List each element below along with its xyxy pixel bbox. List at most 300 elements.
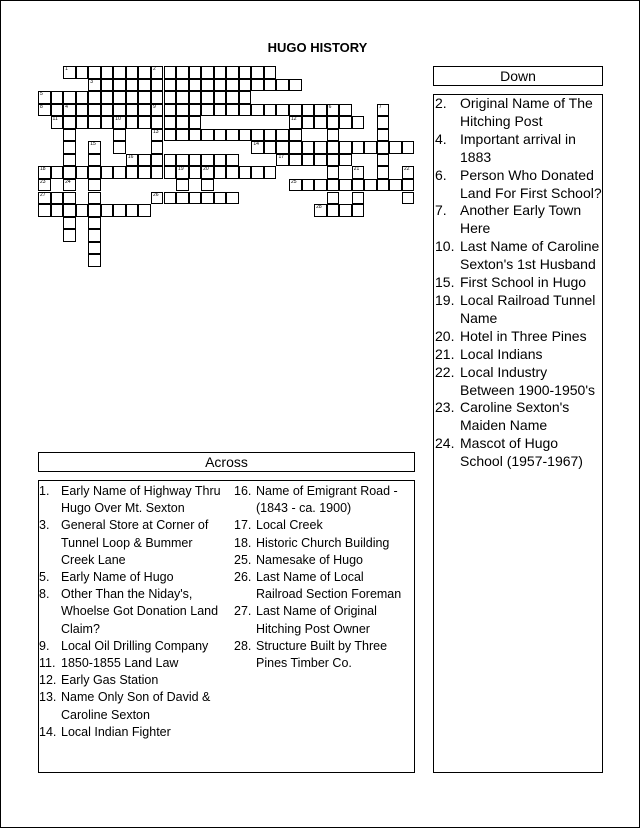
grid-cell[interactable] [201, 79, 214, 92]
grid-cell[interactable] [214, 66, 227, 79]
grid-cell[interactable] [88, 242, 101, 255]
grid-cell[interactable] [251, 141, 264, 154]
grid-cell[interactable] [264, 129, 277, 142]
grid-cell[interactable] [352, 141, 365, 154]
grid-cell[interactable] [239, 66, 252, 79]
grid-cell[interactable] [276, 79, 289, 92]
down-heading: Down [433, 66, 603, 86]
grid-cell[interactable] [113, 104, 126, 117]
grid-cell[interactable] [126, 104, 139, 117]
clue-item [39, 655, 229, 672]
grid-cell[interactable] [113, 141, 126, 154]
grid-cell[interactable] [88, 116, 101, 129]
clue-number: 9. [39, 638, 50, 653]
clue-text: Local Railroad Tunnel Name [460, 291, 596, 326]
clue-text: Name of Emigrant Road -(1843 - ca. 1900) [256, 484, 398, 516]
clue-number: 13. [39, 690, 57, 705]
grid-cell[interactable] [189, 116, 202, 129]
clue-text: Last Name of Original Hitching Post Owner [256, 604, 377, 636]
grid-cell[interactable] [151, 141, 164, 154]
grid-cell[interactable] [113, 91, 126, 104]
grid-cell[interactable] [264, 104, 277, 117]
clue-text: 1850-1855 Land Law [61, 656, 179, 671]
clue-item [435, 435, 603, 471]
cell-number: 25 [291, 178, 297, 185]
grid-cell[interactable] [289, 79, 302, 92]
grid-cell[interactable] [226, 166, 239, 179]
grid-cell[interactable] [76, 91, 89, 104]
clue-item [435, 238, 603, 274]
grid-cell[interactable] [377, 116, 390, 129]
grid-cell[interactable] [88, 154, 101, 167]
grid-cell[interactable] [327, 104, 340, 117]
grid-cell[interactable] [101, 66, 114, 79]
across-column-2 [234, 483, 412, 672]
grid-cell[interactable] [189, 66, 202, 79]
grid-cell[interactable] [339, 104, 352, 117]
clue-text: Last Name of Caroline Sexton's 1st Husband [460, 238, 600, 273]
grid-cell[interactable] [314, 179, 327, 192]
grid-cell[interactable] [402, 179, 415, 192]
clue-number: 23. [435, 399, 455, 416]
cell-number: 22 [403, 166, 410, 173]
grid-cell[interactable] [251, 79, 264, 92]
cell-number: 17 [278, 153, 284, 160]
grid-cell[interactable] [276, 154, 289, 167]
grid-cell[interactable] [201, 91, 214, 104]
grid-cell[interactable] [289, 116, 302, 129]
grid-cell[interactable] [289, 179, 302, 192]
grid-cell[interactable] [63, 129, 76, 142]
grid-cell[interactable] [327, 166, 340, 179]
clue-number: 7. [435, 202, 447, 219]
grid-cell[interactable] [239, 79, 252, 92]
clue-text: First School in Hugo [460, 274, 587, 291]
clue-item [234, 638, 412, 672]
grid-cell[interactable] [189, 104, 202, 117]
cell-number: 3 [90, 78, 93, 85]
grid-cell[interactable] [352, 116, 365, 129]
clue-number: 11. [39, 656, 56, 671]
clue-number: 16. [234, 484, 252, 498]
clue-text: Hotel in Three Pines [460, 327, 587, 344]
grid-cell[interactable] [289, 104, 302, 117]
grid-cell[interactable] [276, 129, 289, 142]
grid-cell[interactable] [214, 129, 227, 142]
grid-cell[interactable] [113, 116, 126, 129]
grid-cell[interactable] [88, 217, 101, 230]
clue-item [435, 202, 603, 238]
grid-cell[interactable] [51, 204, 64, 217]
clue-text: Important arrival in 1883 [460, 130, 576, 165]
grid-cell[interactable] [176, 104, 189, 117]
grid-cell[interactable] [377, 104, 390, 117]
grid-cell[interactable] [176, 79, 189, 92]
grid-cell[interactable] [151, 66, 164, 79]
grid-cell[interactable] [101, 116, 114, 129]
grid-cell[interactable] [151, 154, 164, 167]
grid-cell[interactable] [101, 104, 114, 117]
grid-cell[interactable] [101, 204, 114, 217]
clue-number: 17. [234, 518, 252, 533]
grid-cell[interactable] [364, 179, 377, 192]
grid-cell[interactable] [201, 104, 214, 117]
grid-cell[interactable] [151, 129, 164, 142]
clue-text: Local Oil Drilling Company [61, 638, 209, 653]
grid-cell[interactable] [364, 141, 377, 154]
grid-cell[interactable] [88, 192, 101, 205]
grid-cell[interactable] [164, 91, 177, 104]
grid-cell[interactable] [327, 192, 340, 205]
grid-cell[interactable] [314, 141, 327, 154]
grid-cell[interactable] [151, 79, 164, 92]
clue-number: 3. [39, 518, 50, 533]
cell-number: 18 [40, 166, 46, 173]
grid-cell[interactable] [214, 192, 227, 205]
grid-cell[interactable] [264, 66, 277, 79]
grid-cell[interactable] [63, 179, 76, 192]
clue-number: 10. [435, 238, 455, 255]
grid-cell[interactable] [214, 154, 227, 167]
grid-cell[interactable] [289, 141, 302, 154]
cell-number: 24 [65, 178, 71, 185]
grid-cell[interactable] [138, 116, 151, 129]
grid-cell[interactable] [239, 104, 252, 117]
grid-cell[interactable] [176, 166, 189, 179]
clue-item [39, 724, 229, 741]
grid-cell[interactable] [126, 166, 139, 179]
grid-cell[interactable] [151, 192, 164, 205]
grid-cell[interactable] [38, 192, 51, 205]
grid-cell[interactable] [63, 91, 76, 104]
clue-text: Structure Built by Three Pines Timber Co. [256, 638, 388, 671]
grid-cell[interactable] [126, 91, 139, 104]
grid-cell[interactable] [51, 116, 64, 129]
grid-cell[interactable] [226, 129, 239, 142]
cell-number: 6 [328, 103, 332, 110]
grid-cell[interactable] [264, 141, 277, 154]
cell-number: 27 [40, 191, 46, 198]
grid-cell[interactable] [63, 192, 76, 205]
grid-cell[interactable] [138, 166, 151, 179]
grid-cell[interactable] [88, 104, 101, 117]
grid-cell[interactable] [402, 141, 415, 154]
grid-cell[interactable] [138, 104, 151, 117]
grid-cell[interactable] [126, 204, 139, 217]
grid-cell[interactable] [126, 79, 139, 92]
grid-cell[interactable] [389, 179, 402, 192]
grid-cell[interactable] [226, 66, 239, 79]
grid-cell[interactable] [38, 204, 51, 217]
grid-cell[interactable] [88, 204, 101, 217]
grid-cell[interactable] [113, 129, 126, 142]
grid-cell[interactable] [101, 166, 114, 179]
grid-cell[interactable] [302, 104, 315, 117]
grid-cell[interactable] [189, 154, 202, 167]
cell-number: 11 [52, 116, 58, 123]
grid-cell[interactable] [377, 141, 390, 154]
grid-cell[interactable] [176, 116, 189, 129]
clue-number: 28. [234, 638, 252, 653]
grid-cell[interactable] [189, 192, 202, 205]
grid-cell[interactable] [264, 79, 277, 92]
grid-cell[interactable] [402, 192, 415, 205]
grid-cell[interactable] [201, 192, 214, 205]
clue-item [435, 167, 603, 203]
grid-cell[interactable] [63, 166, 76, 179]
grid-cell[interactable] [339, 204, 352, 217]
grid-cell[interactable] [126, 66, 139, 79]
grid-cell[interactable] [226, 104, 239, 117]
grid-cell[interactable] [76, 166, 89, 179]
grid-cell[interactable] [138, 66, 151, 79]
grid-cell[interactable] [88, 141, 101, 154]
grid-cell[interactable] [126, 154, 139, 167]
clue-number: 1. [39, 484, 50, 498]
across-heading: Across [38, 452, 415, 472]
grid-cell[interactable] [38, 166, 51, 179]
clue-item [39, 638, 229, 655]
grid-cell[interactable] [176, 66, 189, 79]
grid-cell[interactable] [339, 141, 352, 154]
grid-cell[interactable] [201, 166, 214, 179]
grid-cell[interactable] [176, 91, 189, 104]
clue-text: Original Name of The Hitching Post [460, 95, 593, 129]
grid-cell[interactable] [276, 104, 289, 117]
grid-cell[interactable] [352, 179, 365, 192]
clue-text: Local Industry Between 1900-1950's [460, 363, 595, 398]
grid-cell[interactable] [113, 204, 126, 217]
clue-item [234, 535, 412, 552]
grid-cell[interactable] [76, 116, 89, 129]
grid-cell[interactable] [276, 141, 289, 154]
grid-cell[interactable] [327, 179, 340, 192]
grid-cell[interactable] [327, 154, 340, 167]
grid-cell[interactable] [201, 66, 214, 79]
grid-cell[interactable] [189, 91, 202, 104]
grid-cell[interactable] [226, 91, 239, 104]
grid-cell[interactable] [302, 141, 315, 154]
grid-cell[interactable] [101, 91, 114, 104]
grid-cell[interactable] [151, 116, 164, 129]
grid-cell[interactable] [377, 154, 390, 167]
cell-number: 2 [152, 66, 156, 72]
clue-number: 21. [435, 345, 455, 362]
cell-number: 14 [253, 141, 259, 148]
grid-cell[interactable] [51, 91, 64, 104]
grid-cell[interactable] [63, 229, 76, 242]
clue-number: 22. [435, 363, 455, 380]
grid-cell[interactable] [164, 116, 177, 129]
grid-cell[interactable] [402, 166, 415, 179]
grid-cell[interactable] [88, 66, 101, 79]
grid-cell[interactable] [113, 79, 126, 92]
grid-cell[interactable] [226, 192, 239, 205]
grid-cell[interactable] [327, 129, 340, 142]
grid-cell[interactable] [264, 166, 277, 179]
clue-text: Local Creek [256, 518, 323, 533]
grid-cell[interactable] [126, 116, 139, 129]
grid-cell[interactable] [339, 116, 352, 129]
grid-cell[interactable] [389, 141, 402, 154]
grid-cell[interactable] [164, 154, 177, 167]
grid-cell[interactable] [302, 116, 315, 129]
grid-cell[interactable] [314, 154, 327, 167]
grid-cell[interactable] [138, 154, 151, 167]
grid-cell[interactable] [352, 204, 365, 217]
grid-cell[interactable] [63, 116, 76, 129]
grid-cell[interactable] [176, 192, 189, 205]
clue-item [435, 95, 603, 131]
grid-cell[interactable] [327, 204, 340, 217]
grid-cell[interactable] [189, 129, 202, 142]
clue-item [435, 274, 603, 292]
grid-cell[interactable] [314, 116, 327, 129]
grid-cell[interactable] [239, 91, 252, 104]
grid-cell[interactable] [138, 204, 151, 217]
grid-cell[interactable] [289, 154, 302, 167]
grid-cell[interactable] [239, 166, 252, 179]
grid-cell[interactable] [214, 79, 227, 92]
grid-cell[interactable] [51, 166, 64, 179]
clue-item [234, 552, 412, 569]
clue-text: Name Only Son of David & Caroline Sexton [61, 690, 211, 722]
clue-number: 24. [435, 435, 455, 452]
grid-cell[interactable] [176, 154, 189, 167]
grid-cell[interactable] [164, 166, 177, 179]
grid-cell[interactable] [164, 129, 177, 142]
grid-cell[interactable] [226, 154, 239, 167]
clue-item [435, 131, 603, 167]
grid-cell[interactable] [302, 179, 315, 192]
grid-cell[interactable] [88, 254, 101, 267]
clue-item [234, 569, 412, 603]
grid-cell[interactable] [189, 79, 202, 92]
grid-cell[interactable] [138, 79, 151, 92]
grid-cell[interactable] [189, 166, 202, 179]
grid-cell[interactable] [327, 141, 340, 154]
grid-cell[interactable] [151, 166, 164, 179]
clue-text: Local Indians [460, 345, 543, 362]
clue-text: Namesake of Hugo [256, 552, 364, 567]
grid-cell[interactable] [377, 179, 390, 192]
clue-number: 19. [435, 291, 455, 308]
clue-text: Another Early Town Here [460, 202, 582, 237]
grid-cell[interactable] [377, 166, 390, 179]
grid-cell[interactable] [201, 154, 214, 167]
grid-cell[interactable] [164, 66, 177, 79]
grid-cell[interactable] [38, 104, 51, 117]
grid-cell[interactable] [201, 179, 214, 192]
grid-cell[interactable] [176, 129, 189, 142]
across-clues-box [38, 480, 415, 773]
grid-cell[interactable] [38, 91, 51, 104]
grid-cell[interactable] [63, 154, 76, 167]
grid-cell[interactable] [327, 116, 340, 129]
cell-number: 9 [152, 103, 156, 110]
grid-cell[interactable] [63, 217, 76, 230]
grid-cell[interactable] [101, 79, 114, 92]
grid-cell[interactable] [88, 91, 101, 104]
clue-text: Mascot of Hugo School (1957-1967) [460, 435, 583, 470]
grid-cell[interactable] [88, 79, 101, 92]
grid-cell[interactable] [138, 91, 151, 104]
page-title: HUGO HISTORY [267, 40, 368, 55]
cell-number: 23 [40, 178, 46, 185]
grid-cell[interactable] [63, 141, 76, 154]
grid-cell[interactable] [176, 179, 189, 192]
clue-number: 5. [39, 570, 50, 585]
grid-cell[interactable] [251, 104, 264, 117]
clue-text: Historic Church Building [256, 535, 390, 550]
clue-item [435, 364, 603, 400]
grid-cell[interactable] [151, 104, 164, 117]
grid-cell[interactable] [63, 204, 76, 217]
grid-cell[interactable] [339, 154, 352, 167]
grid-cell[interactable] [51, 192, 64, 205]
clue-number: 26. [234, 570, 252, 585]
grid-cell[interactable] [314, 204, 327, 217]
grid-cell[interactable] [63, 104, 76, 117]
grid-cell[interactable] [289, 129, 302, 142]
grid-cell[interactable] [214, 166, 227, 179]
grid-cell[interactable] [88, 179, 101, 192]
grid-cell[interactable] [51, 104, 64, 117]
grid-cell[interactable] [239, 129, 252, 142]
grid-cell[interactable] [164, 104, 177, 117]
grid-cell[interactable] [76, 66, 89, 79]
grid-cell[interactable] [88, 229, 101, 242]
grid-cell[interactable] [302, 154, 315, 167]
clue-number: 8. [39, 587, 50, 602]
clue-number: 4. [435, 130, 447, 147]
grid-cell[interactable] [251, 166, 264, 179]
cell-number: 20 [203, 166, 209, 173]
grid-cell[interactable] [151, 91, 164, 104]
grid-cell[interactable] [251, 129, 264, 142]
clue-item [39, 569, 229, 586]
cell-number: 5 [40, 91, 43, 98]
grid-cell[interactable] [352, 192, 365, 205]
cell-number: 28 [316, 204, 322, 211]
grid-cell[interactable] [164, 192, 177, 205]
clue-item [234, 517, 412, 534]
grid-cell[interactable] [214, 104, 227, 117]
grid-cell[interactable] [314, 104, 327, 117]
grid-cell[interactable] [214, 91, 227, 104]
clue-item [39, 483, 229, 517]
grid-cell[interactable] [113, 66, 126, 79]
grid-cell[interactable] [88, 166, 101, 179]
clue-number: 6. [435, 166, 447, 183]
grid-cell[interactable] [63, 66, 76, 79]
grid-cell[interactable] [113, 166, 126, 179]
cell-number: 7 [378, 103, 382, 110]
grid-cell[interactable] [76, 104, 89, 117]
grid-cell[interactable] [164, 79, 177, 92]
grid-cell[interactable] [226, 79, 239, 92]
grid-cell[interactable] [76, 204, 89, 217]
grid-cell[interactable] [201, 129, 214, 142]
grid-cell[interactable] [339, 179, 352, 192]
grid-cell[interactable] [352, 166, 365, 179]
grid-cell[interactable] [251, 66, 264, 79]
grid-cell[interactable] [38, 179, 51, 192]
clue-number: 20. [435, 327, 455, 344]
grid-cell[interactable] [377, 129, 390, 142]
clue-text: Early Gas Station [61, 673, 159, 688]
clue-text: Person Who Donated Land For First School? [460, 166, 602, 201]
